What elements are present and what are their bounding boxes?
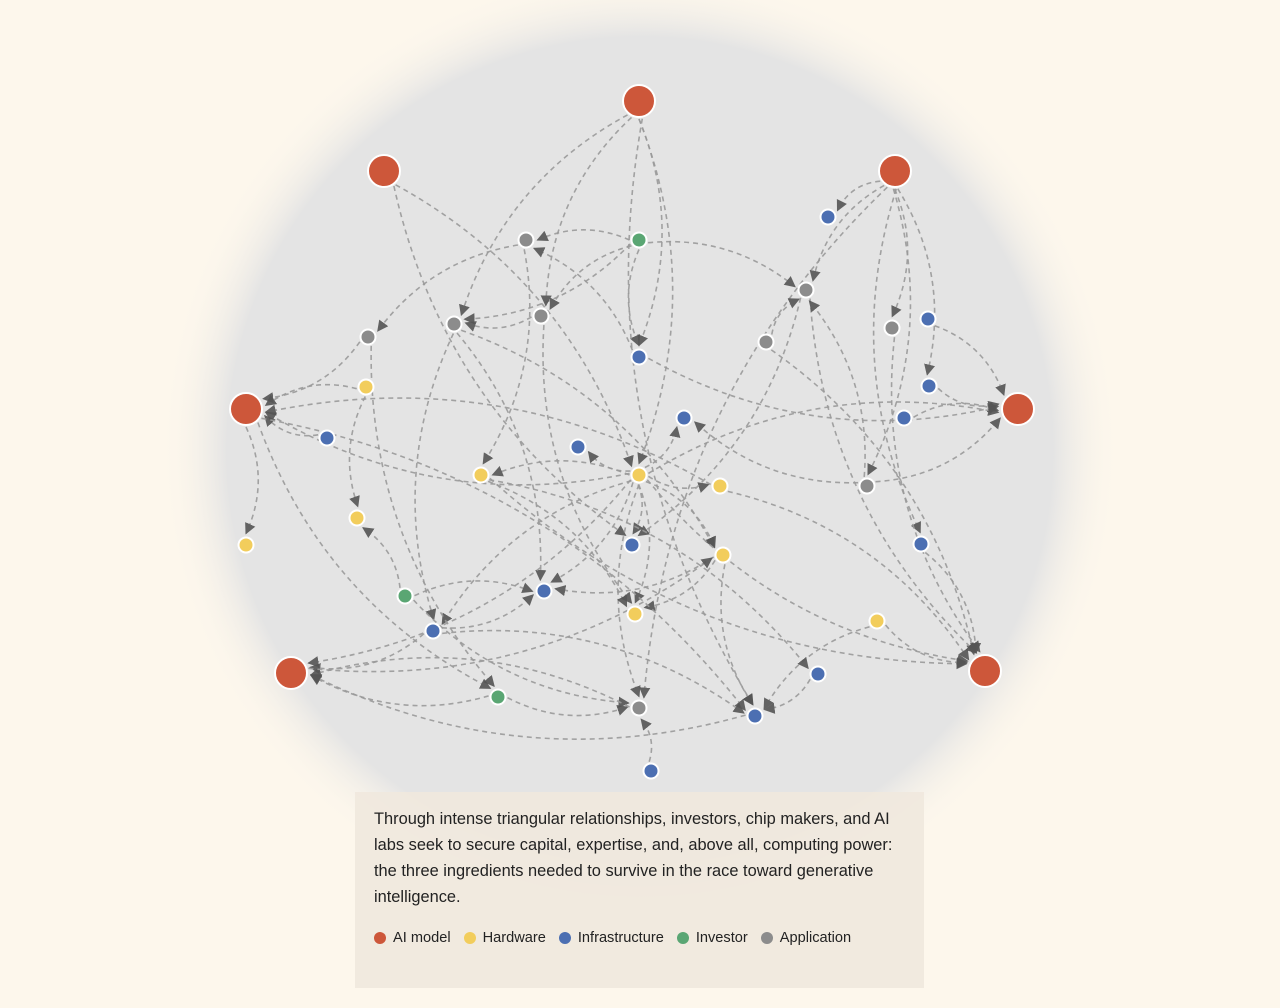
node-hardware[interactable] — [628, 607, 643, 622]
node-hardware[interactable] — [474, 468, 489, 483]
node-ai-model[interactable] — [275, 657, 307, 689]
node-hardware[interactable] — [239, 538, 254, 553]
legend-dot-application — [761, 932, 773, 944]
caption-text: Through intense triangular relationships, investors, chip makers, and AI labs seek to secure capital, expertise, and, above all, computing power: the three ingredients needed to survive in the race toward generative intelligence. — [374, 810, 893, 906]
legend-item-ai-model — [374, 930, 451, 946]
legend-label-ai-model: AI model — [393, 930, 451, 946]
node-infrastructure[interactable] — [748, 709, 763, 724]
node-application[interactable] — [860, 479, 875, 494]
node-hardware[interactable] — [870, 614, 885, 629]
node-infrastructure[interactable] — [537, 584, 552, 599]
legend-label-infrastructure: Infrastructure — [577, 930, 664, 946]
node-infrastructure[interactable] — [625, 538, 640, 553]
node-ai-model[interactable] — [230, 393, 262, 425]
node-investor[interactable] — [632, 233, 647, 248]
node-hardware[interactable] — [350, 511, 365, 526]
node-application[interactable] — [534, 309, 549, 324]
node-ai-model[interactable] — [879, 155, 911, 187]
node-hardware[interactable] — [716, 548, 731, 563]
node-application[interactable] — [519, 233, 534, 248]
node-application[interactable] — [885, 321, 900, 336]
node-investor[interactable] — [398, 589, 413, 604]
legend-item-investor — [677, 930, 748, 946]
node-infrastructure[interactable] — [922, 379, 937, 394]
node-ai-model[interactable] — [969, 655, 1001, 687]
node-infrastructure[interactable] — [632, 350, 647, 365]
legend-dot-investor — [677, 932, 689, 944]
node-infrastructure[interactable] — [644, 764, 659, 779]
caption-panel — [355, 792, 924, 988]
legend-dot-ai-model — [374, 932, 386, 944]
node-infrastructure[interactable] — [320, 431, 335, 446]
legend-label-application: Application — [779, 930, 852, 946]
node-ai-model[interactable] — [368, 155, 400, 187]
node-infrastructure[interactable] — [897, 411, 912, 426]
legend-dot-infrastructure — [559, 932, 571, 944]
node-ai-model[interactable] — [1002, 393, 1034, 425]
node-infrastructure[interactable] — [571, 440, 586, 455]
node-application[interactable] — [361, 330, 376, 345]
legend-item-hardware — [464, 930, 546, 946]
node-ai-model[interactable] — [623, 85, 655, 117]
node-application[interactable] — [799, 283, 814, 298]
node-hardware[interactable] — [713, 479, 728, 494]
legend-item-infrastructure — [559, 930, 664, 946]
node-application[interactable] — [447, 317, 462, 332]
node-investor[interactable] — [491, 690, 506, 705]
node-application[interactable] — [759, 335, 774, 350]
node-hardware[interactable] — [359, 380, 374, 395]
node-infrastructure[interactable] — [677, 411, 692, 426]
node-infrastructure[interactable] — [811, 667, 826, 682]
node-infrastructure[interactable] — [821, 210, 836, 225]
legend — [374, 930, 905, 946]
background-halo — [160, 0, 1120, 930]
node-hardware[interactable] — [632, 468, 647, 483]
node-infrastructure[interactable] — [921, 312, 936, 327]
legend-label-investor: Investor — [695, 930, 748, 946]
node-application[interactable] — [632, 701, 647, 716]
legend-item-application — [761, 930, 851, 946]
node-infrastructure[interactable] — [914, 537, 929, 552]
legend-dot-hardware — [464, 932, 476, 944]
node-infrastructure[interactable] — [426, 624, 441, 639]
legend-label-hardware: Hardware — [482, 930, 546, 946]
